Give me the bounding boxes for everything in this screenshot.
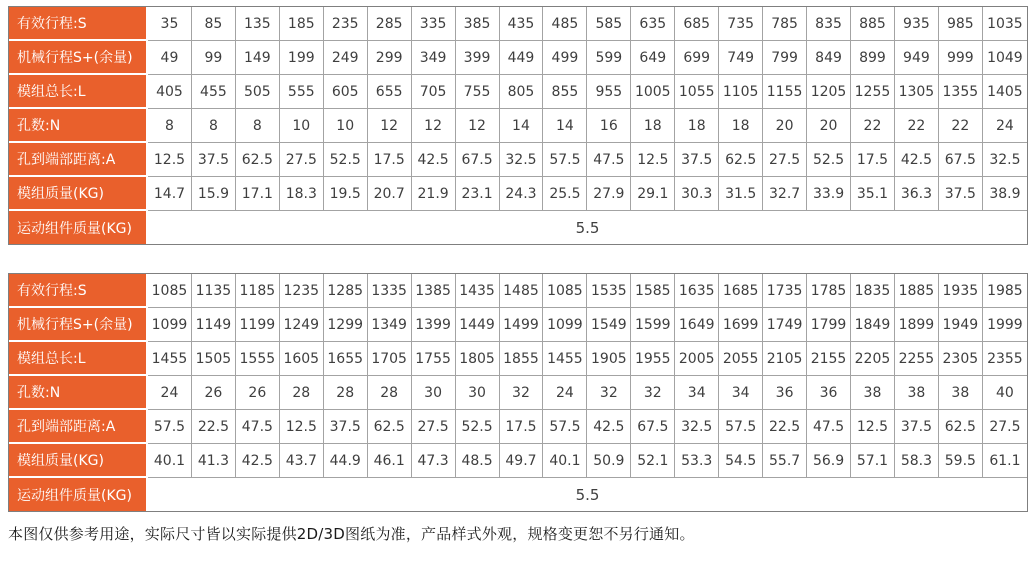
value-cell: 1405: [983, 75, 1027, 109]
value-cell: 12.5: [631, 143, 675, 177]
value-cell: 949: [895, 41, 939, 75]
value-cell: 57.5: [543, 143, 587, 177]
value-cell: 20: [807, 109, 851, 143]
value-cell: 1305: [895, 75, 939, 109]
value-cell: 37.5: [192, 143, 236, 177]
value-cell: 37.5: [939, 177, 983, 211]
value-cell: 42.5: [412, 143, 456, 177]
value-cell: 57.5: [719, 410, 763, 444]
value-cell: 1449: [456, 308, 500, 342]
value-cell: 37.5: [324, 410, 368, 444]
value-cell: 1235: [280, 274, 324, 308]
value-cell: 885: [851, 7, 895, 41]
value-cell: 61.1: [983, 444, 1027, 478]
value-cell: 54.5: [719, 444, 763, 478]
value-cell: 555: [280, 75, 324, 109]
value-cell: 85: [192, 7, 236, 41]
value-cell: 8: [192, 109, 236, 143]
value-cell: 42.5: [895, 143, 939, 177]
value-cell: 2005: [675, 342, 719, 376]
value-cell: 14.7: [148, 177, 192, 211]
value-cell: 299: [368, 41, 412, 75]
value-cell: 1455: [543, 342, 587, 376]
value-cell: 32.5: [500, 143, 544, 177]
value-cell: 399: [456, 41, 500, 75]
row-label-cell: 运动组件质量(KG): [9, 478, 148, 511]
row-label-cell: 模组质量(KG): [9, 177, 148, 211]
value-cell: 1385: [412, 274, 456, 308]
row-label-cell: 有效行程:S: [9, 7, 148, 41]
value-cell: 585: [587, 7, 631, 41]
value-cell: 40.1: [543, 444, 587, 478]
spec-table-upper: [8, 6, 1028, 245]
value-cell: 1399: [412, 308, 456, 342]
value-cell: 22.5: [192, 410, 236, 444]
row-label-cell: 模组总长:L: [9, 342, 148, 376]
value-cell: 149: [236, 41, 280, 75]
value-cell: 1899: [895, 308, 939, 342]
value-cell: 1685: [719, 274, 763, 308]
row-label-cell: 模组质量(KG): [9, 444, 148, 478]
value-cell: 1205: [807, 75, 851, 109]
value-cell: 235: [324, 7, 368, 41]
value-cell: 1605: [280, 342, 324, 376]
value-cell: 24: [983, 109, 1027, 143]
value-cell: 17.5: [851, 143, 895, 177]
value-cell: 855: [543, 75, 587, 109]
value-cell: 27.5: [983, 410, 1027, 444]
table-row: [9, 274, 1027, 308]
value-cell: 1785: [807, 274, 851, 308]
value-cell: 36: [807, 376, 851, 410]
value-cell: 1755: [412, 342, 456, 376]
value-cell: 2155: [807, 342, 851, 376]
value-cell: 2255: [895, 342, 939, 376]
value-cell: 27.5: [412, 410, 456, 444]
value-cell: 1335: [368, 274, 412, 308]
value-cell: 22.5: [763, 410, 807, 444]
value-cell: 37.5: [895, 410, 939, 444]
value-cell: 1805: [456, 342, 500, 376]
table-row: [9, 41, 1027, 75]
value-cell: 29.1: [631, 177, 675, 211]
value-cell: 1505: [192, 342, 236, 376]
value-cell: 2055: [719, 342, 763, 376]
value-cell: 56.9: [807, 444, 851, 478]
value-cell: 249: [324, 41, 368, 75]
value-cell: 12.5: [280, 410, 324, 444]
value-cell: 31.5: [719, 177, 763, 211]
value-cell: 49.7: [500, 444, 544, 478]
table-row: [9, 143, 1027, 177]
value-cell: 27.5: [763, 143, 807, 177]
value-cell: 52.1: [631, 444, 675, 478]
value-cell: 40: [983, 376, 1027, 410]
merged-value-cell: 5.5: [148, 478, 1027, 511]
value-cell: 435: [500, 7, 544, 41]
value-cell: 8: [148, 109, 192, 143]
value-cell: 46.1: [368, 444, 412, 478]
value-cell: 1985: [983, 274, 1027, 308]
value-cell: 12.5: [148, 143, 192, 177]
value-cell: 57.5: [148, 410, 192, 444]
value-cell: 1355: [939, 75, 983, 109]
value-cell: 36: [763, 376, 807, 410]
value-cell: 1635: [675, 274, 719, 308]
row-label-cell: 孔数:N: [9, 109, 148, 143]
table-row: [9, 444, 1027, 478]
value-cell: 1085: [148, 274, 192, 308]
value-cell: 199: [280, 41, 324, 75]
value-cell: 35.1: [851, 177, 895, 211]
value-cell: 12.5: [851, 410, 895, 444]
merged-value-cell: 5.5: [148, 211, 1027, 244]
value-cell: 38.9: [983, 177, 1027, 211]
table-row: [9, 410, 1027, 444]
value-cell: 67.5: [631, 410, 675, 444]
value-cell: 985: [939, 7, 983, 41]
value-cell: 1049: [983, 41, 1027, 75]
value-cell: 23.1: [456, 177, 500, 211]
value-cell: 1935: [939, 274, 983, 308]
row-label-cell: 机械行程S+(余量): [9, 41, 148, 75]
value-cell: 10: [324, 109, 368, 143]
value-cell: 24: [543, 376, 587, 410]
value-cell: 1285: [324, 274, 368, 308]
value-cell: 28: [280, 376, 324, 410]
table-row: [9, 177, 1027, 211]
value-cell: 1835: [851, 274, 895, 308]
value-cell: 41.3: [192, 444, 236, 478]
value-cell: 38: [851, 376, 895, 410]
value-cell: 2105: [763, 342, 807, 376]
value-cell: 499: [543, 41, 587, 75]
row-label-cell: 机械行程S+(余量): [9, 308, 148, 342]
value-cell: 385: [456, 7, 500, 41]
value-cell: 15.9: [192, 177, 236, 211]
value-cell: 47.5: [587, 143, 631, 177]
value-cell: 1255: [851, 75, 895, 109]
value-cell: 505: [236, 75, 280, 109]
value-cell: 62.5: [236, 143, 280, 177]
value-cell: 1849: [851, 308, 895, 342]
value-cell: 1005: [631, 75, 675, 109]
value-cell: 849: [807, 41, 851, 75]
value-cell: 20: [763, 109, 807, 143]
value-cell: 47.5: [807, 410, 851, 444]
value-cell: 19.5: [324, 177, 368, 211]
value-cell: 52.5: [807, 143, 851, 177]
value-cell: 50.9: [587, 444, 631, 478]
value-cell: 18: [631, 109, 675, 143]
value-cell: 1699: [719, 308, 763, 342]
value-cell: 42.5: [587, 410, 631, 444]
value-cell: 1955: [631, 342, 675, 376]
value-cell: 635: [631, 7, 675, 41]
value-cell: 1749: [763, 308, 807, 342]
value-cell: 1485: [500, 274, 544, 308]
value-cell: 1655: [324, 342, 368, 376]
value-cell: 935: [895, 7, 939, 41]
value-cell: 1135: [192, 274, 236, 308]
value-cell: 27.5: [280, 143, 324, 177]
value-cell: 1055: [675, 75, 719, 109]
value-cell: 1649: [675, 308, 719, 342]
value-cell: 44.9: [324, 444, 368, 478]
value-cell: 62.5: [719, 143, 763, 177]
value-cell: 685: [675, 7, 719, 41]
value-cell: 24.3: [500, 177, 544, 211]
value-cell: 67.5: [939, 143, 983, 177]
value-cell: 12: [412, 109, 456, 143]
value-cell: 1085: [543, 274, 587, 308]
value-cell: 32: [631, 376, 675, 410]
table-row: [9, 75, 1027, 109]
value-cell: 67.5: [456, 143, 500, 177]
value-cell: 30: [456, 376, 500, 410]
value-cell: 1705: [368, 342, 412, 376]
value-cell: 20.7: [368, 177, 412, 211]
value-cell: 1499: [500, 308, 544, 342]
value-cell: 455: [192, 75, 236, 109]
value-cell: 1199: [236, 308, 280, 342]
value-cell: 42.5: [236, 444, 280, 478]
value-cell: 899: [851, 41, 895, 75]
value-cell: 1905: [587, 342, 631, 376]
value-cell: 17.1: [236, 177, 280, 211]
value-cell: 1035: [983, 7, 1027, 41]
value-cell: 1885: [895, 274, 939, 308]
table-row: [9, 109, 1027, 143]
value-cell: 1735: [763, 274, 807, 308]
value-cell: 285: [368, 7, 412, 41]
value-cell: 1185: [236, 274, 280, 308]
value-cell: 32.5: [675, 410, 719, 444]
value-cell: 28: [368, 376, 412, 410]
table-row: [9, 376, 1027, 410]
value-cell: 30.3: [675, 177, 719, 211]
value-cell: 1099: [148, 308, 192, 342]
value-cell: 135: [236, 7, 280, 41]
value-cell: 1599: [631, 308, 675, 342]
table-row-merged: [9, 211, 1027, 244]
value-cell: 40.1: [148, 444, 192, 478]
value-cell: 22: [851, 109, 895, 143]
value-cell: 1535: [587, 274, 631, 308]
value-cell: 16: [587, 109, 631, 143]
value-cell: 59.5: [939, 444, 983, 478]
value-cell: 62.5: [368, 410, 412, 444]
value-cell: 55.7: [763, 444, 807, 478]
value-cell: 12: [368, 109, 412, 143]
value-cell: 1349: [368, 308, 412, 342]
table-row: [9, 342, 1027, 376]
value-cell: 755: [456, 75, 500, 109]
value-cell: 30: [412, 376, 456, 410]
value-cell: 1555: [236, 342, 280, 376]
value-cell: 48.5: [456, 444, 500, 478]
value-cell: 999: [939, 41, 983, 75]
disclaimer-note: 本图仅供参考用途，实际尺寸皆以实际提供2D/3D图纸为准，产品样式外观，规格变更恕不另行通知。: [8, 525, 695, 543]
row-label-cell: 孔到端部距离:A: [9, 410, 148, 444]
value-cell: 25.5: [543, 177, 587, 211]
value-cell: 1999: [983, 308, 1027, 342]
value-cell: 1249: [280, 308, 324, 342]
value-cell: 26: [192, 376, 236, 410]
value-cell: 35: [148, 7, 192, 41]
value-cell: 1585: [631, 274, 675, 308]
value-cell: 52.5: [324, 143, 368, 177]
value-cell: 1105: [719, 75, 763, 109]
value-cell: 32: [587, 376, 631, 410]
value-cell: 655: [368, 75, 412, 109]
value-cell: 10: [280, 109, 324, 143]
value-cell: 47.3: [412, 444, 456, 478]
value-cell: 349: [412, 41, 456, 75]
value-cell: 12: [456, 109, 500, 143]
value-cell: 37.5: [675, 143, 719, 177]
value-cell: 8: [236, 109, 280, 143]
value-cell: 1855: [500, 342, 544, 376]
value-cell: 785: [763, 7, 807, 41]
value-cell: 52.5: [456, 410, 500, 444]
table-row: [9, 7, 1027, 41]
value-cell: 38: [895, 376, 939, 410]
value-cell: 1549: [587, 308, 631, 342]
value-cell: 1949: [939, 308, 983, 342]
value-cell: 599: [587, 41, 631, 75]
value-cell: 1099: [543, 308, 587, 342]
value-cell: 57.1: [851, 444, 895, 478]
value-cell: 14: [500, 109, 544, 143]
value-cell: 605: [324, 75, 368, 109]
value-cell: 405: [148, 75, 192, 109]
value-cell: 21.9: [412, 177, 456, 211]
value-cell: 34: [675, 376, 719, 410]
value-cell: 14: [543, 109, 587, 143]
value-cell: 1149: [192, 308, 236, 342]
value-cell: 1799: [807, 308, 851, 342]
value-cell: 2205: [851, 342, 895, 376]
table-row: [9, 308, 1027, 342]
value-cell: 33.9: [807, 177, 851, 211]
value-cell: 47.5: [236, 410, 280, 444]
value-cell: 49: [148, 41, 192, 75]
value-cell: 57.5: [543, 410, 587, 444]
value-cell: 1155: [763, 75, 807, 109]
value-cell: 26: [236, 376, 280, 410]
value-cell: 22: [939, 109, 983, 143]
value-cell: 32: [500, 376, 544, 410]
value-cell: 34: [719, 376, 763, 410]
value-cell: 2355: [983, 342, 1027, 376]
spec-table-lower: [8, 273, 1028, 512]
row-label-cell: 有效行程:S: [9, 274, 148, 308]
value-cell: 705: [412, 75, 456, 109]
value-cell: 835: [807, 7, 851, 41]
value-cell: 36.3: [895, 177, 939, 211]
value-cell: 18.3: [280, 177, 324, 211]
table-row-merged: [9, 478, 1027, 511]
row-label-cell: 模组总长:L: [9, 75, 148, 109]
value-cell: 185: [280, 7, 324, 41]
value-cell: 749: [719, 41, 763, 75]
value-cell: 449: [500, 41, 544, 75]
value-cell: 28: [324, 376, 368, 410]
value-cell: 17.5: [500, 410, 544, 444]
value-cell: 58.3: [895, 444, 939, 478]
value-cell: 1455: [148, 342, 192, 376]
value-cell: 62.5: [939, 410, 983, 444]
value-cell: 17.5: [368, 143, 412, 177]
row-label-cell: 孔到端部距离:A: [9, 143, 148, 177]
value-cell: 649: [631, 41, 675, 75]
value-cell: 32.5: [983, 143, 1027, 177]
value-cell: 32.7: [763, 177, 807, 211]
value-cell: 18: [675, 109, 719, 143]
value-cell: 24: [148, 376, 192, 410]
value-cell: 99: [192, 41, 236, 75]
value-cell: 799: [763, 41, 807, 75]
value-cell: 22: [895, 109, 939, 143]
value-cell: 53.3: [675, 444, 719, 478]
value-cell: 2305: [939, 342, 983, 376]
row-label-cell: 孔数:N: [9, 376, 148, 410]
value-cell: 699: [675, 41, 719, 75]
value-cell: 27.9: [587, 177, 631, 211]
value-cell: 18: [719, 109, 763, 143]
value-cell: 335: [412, 7, 456, 41]
value-cell: 38: [939, 376, 983, 410]
value-cell: 1299: [324, 308, 368, 342]
value-cell: 43.7: [280, 444, 324, 478]
value-cell: 1435: [456, 274, 500, 308]
value-cell: 735: [719, 7, 763, 41]
value-cell: 955: [587, 75, 631, 109]
row-label-cell: 运动组件质量(KG): [9, 211, 148, 244]
value-cell: 485: [543, 7, 587, 41]
value-cell: 805: [500, 75, 544, 109]
